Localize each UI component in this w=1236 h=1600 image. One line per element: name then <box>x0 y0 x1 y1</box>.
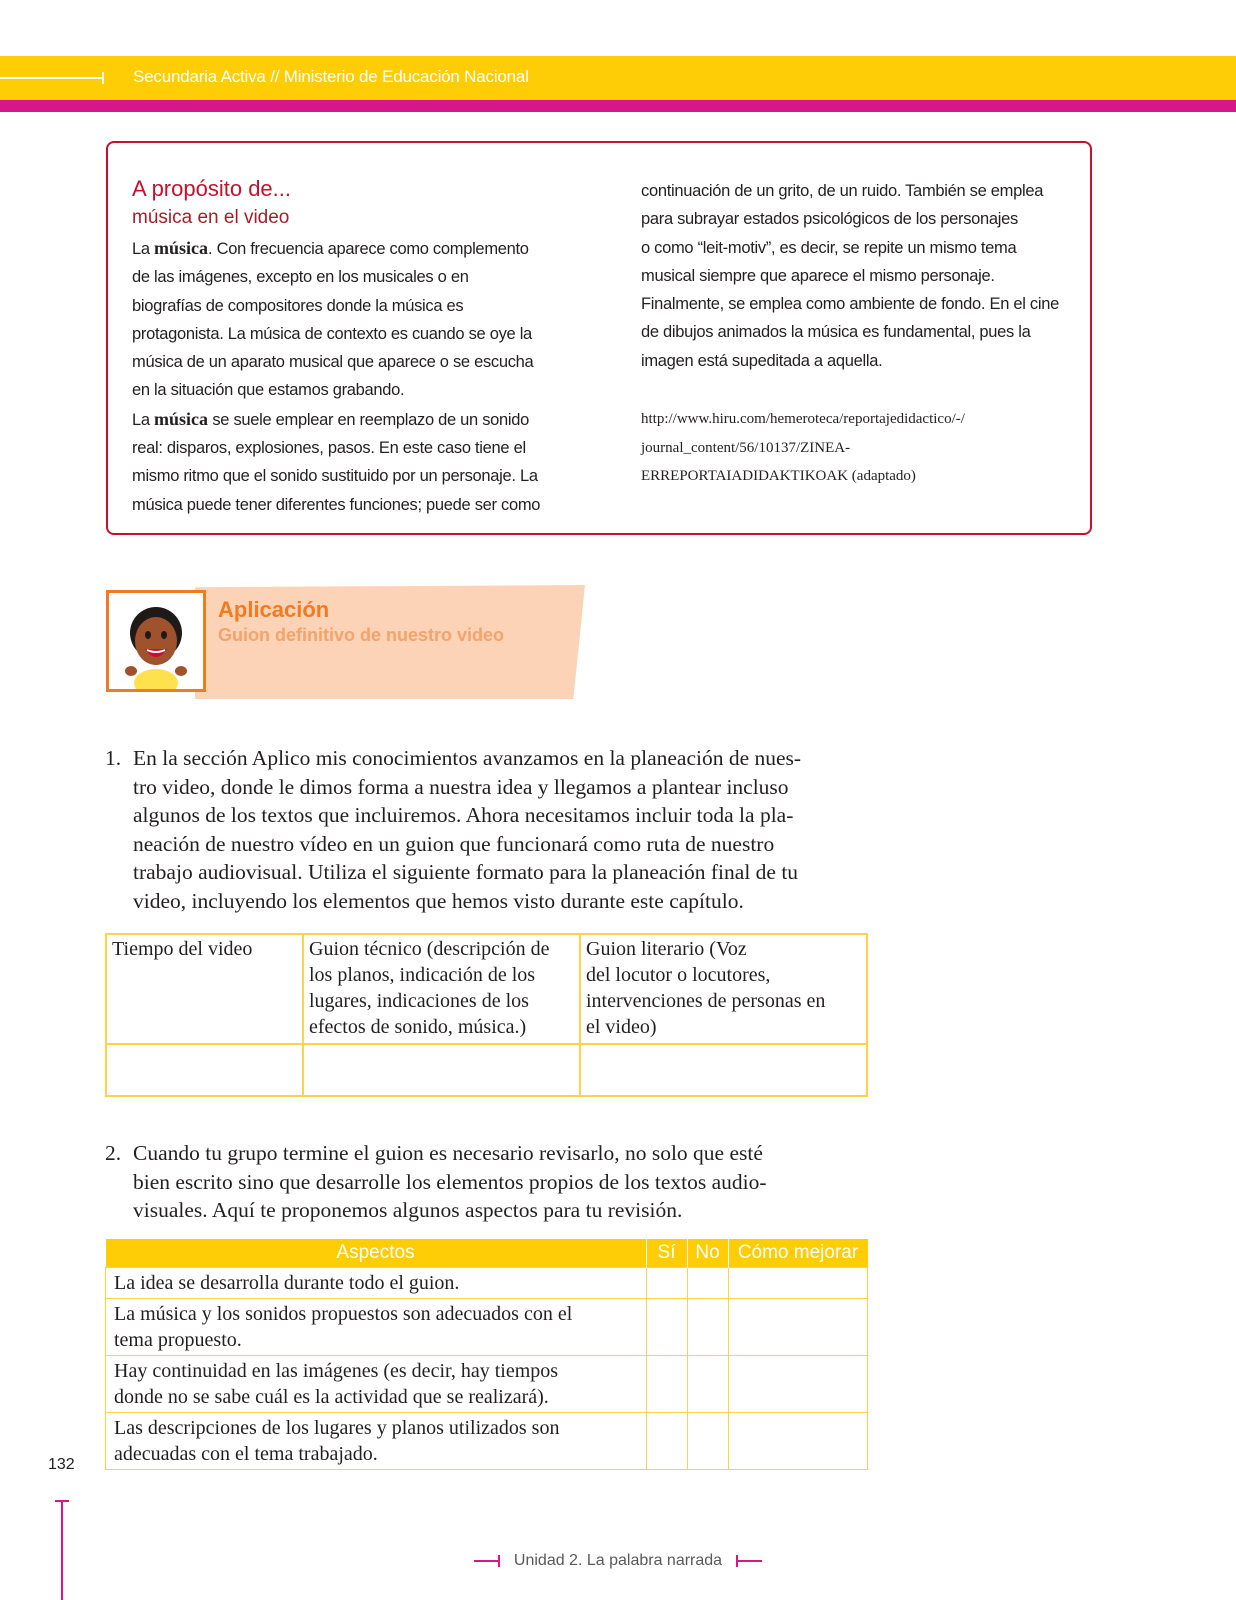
empty-cell[interactable] <box>106 1044 303 1096</box>
aspect-cell <box>106 1413 647 1470</box>
table-row <box>106 1356 868 1413</box>
margin-tick <box>55 1500 69 1502</box>
item-line: trabajo audiovisual. Utiliza el siguiente formato para la planeación final de tu <box>133 860 799 884</box>
si-cell[interactable] <box>646 1413 687 1470</box>
box-line: de dibujos animados la música es fundamental, pues la <box>641 323 1031 342</box>
source-line: ERREPORTAIADIDAKTIKOAK (adaptado) <box>641 468 916 484</box>
source-line[interactable]: http://www.hiru.com/hemeroteca/reportajedidactico/-/ <box>641 411 965 427</box>
cell-text: efectos de sonido, música.) <box>309 1016 527 1038</box>
box-line: La música se suele emplear en reemplazo de un sonido <box>132 408 530 429</box>
box-line: para subrayar estados psicológicos de los personajes <box>641 210 1018 229</box>
item-number: 1. <box>105 746 122 770</box>
margin-line <box>61 1500 63 1600</box>
box-line: o como “leit-motiv”, es decir, se repite un mismo tema <box>641 238 1017 257</box>
table-row <box>106 1268 868 1299</box>
cell-text: del locutor o locutores, <box>586 964 771 986</box>
aspect-cell <box>106 1299 647 1356</box>
item-line: video, incluyendo los elementos que hemos visto durante este capítulo. <box>133 888 744 913</box>
box-line: música puede tener diferentes funciones; puede ser como <box>132 495 541 514</box>
box-subtitle: música en el video <box>132 207 290 228</box>
empty-cell[interactable] <box>580 1044 867 1096</box>
cell-text: los planos, indicación de los <box>309 964 536 986</box>
cell-text: el video) <box>586 1016 657 1038</box>
aspect-cell <box>106 1356 647 1413</box>
box-line: Finalmente, se emplea como ambiente de fondo. En el cine <box>641 295 1059 314</box>
footer-title: La palabra narrada <box>586 1552 723 1569</box>
item-line: bien escrito sino que desarrolle los elementos propios de los textos audio- <box>133 1169 767 1194</box>
table-header-cell <box>106 934 303 1044</box>
source-citation <box>641 405 1081 491</box>
cell-text: La idea se desarrolla durante todo el guion. <box>114 1272 460 1294</box>
si-cell[interactable] <box>646 1268 687 1299</box>
review-table <box>105 1239 868 1470</box>
no-cell[interactable] <box>687 1299 728 1356</box>
box-line: protagonista. La música de contexto es cuando se oye la <box>132 324 532 343</box>
script-format-table <box>105 933 868 1097</box>
header-rule <box>0 77 104 79</box>
box-line: biografías de compositores donde la música es <box>132 296 464 315</box>
page-number: 132 <box>48 1456 75 1473</box>
cell-text: Tiempo del video <box>112 938 253 960</box>
improve-cell[interactable] <box>728 1299 868 1356</box>
item-line: visuales. Aquí te proponemos algunos aspectos para tu revisión. <box>133 1198 683 1222</box>
si-cell[interactable] <box>646 1356 687 1413</box>
item-line: En la sección Aplico mis conocimientos avanzamos en la planeación de nues- <box>133 746 802 770</box>
source-line: journal_content/56/10137/ZINEA- <box>641 439 851 456</box>
cell-text: tema propuesto. <box>114 1329 242 1351</box>
cell-text: donde no se sabe cuál es la actividad que se realizará). <box>114 1386 549 1408</box>
table-header-cell <box>580 934 867 1044</box>
header-como-mejorar: Cómo mejorar <box>728 1239 868 1268</box>
improve-cell[interactable] <box>728 1268 868 1299</box>
table-row <box>106 934 867 1044</box>
box-line: continuación de un grito, de un ruido. También se emplea <box>641 182 1044 200</box>
no-cell[interactable] <box>687 1413 728 1470</box>
header-tick <box>102 72 104 84</box>
item-line: neación de nuestro vídeo en un guion que funcionará como ruta de nuestro <box>133 831 775 856</box>
footer-mark-left <box>474 1560 500 1562</box>
box-line: música de un aparato musical que aparece o se escucha <box>132 353 534 372</box>
box-line: real: disparos, explosiones, pasos. En este caso tiene el <box>132 439 526 458</box>
header-aspectos: Aspectos <box>106 1239 647 1268</box>
item-line: Cuando tu grupo termine el guion es necesario revisarlo, no solo que esté <box>133 1141 763 1165</box>
header-no: No <box>687 1239 728 1268</box>
item-text <box>133 744 853 915</box>
box-line: mismo ritmo que el sonido sustituido por un personaje. La <box>132 467 538 486</box>
header-title: Secundaria Activa // Ministerio de Educación Nacional <box>133 67 529 86</box>
cell-text: intervenciones de personas en <box>586 990 826 1012</box>
no-cell[interactable] <box>687 1356 728 1413</box>
header-si: Sí <box>646 1239 687 1268</box>
box-line: en la situación que estamos grabando. <box>132 381 405 400</box>
cell-text: adecuadas con el tema trabajado. <box>114 1443 378 1465</box>
cell-text: La música y los sonidos propuestos son adecuados con el <box>114 1303 573 1325</box>
box-line: imagen está supeditada a aquella. <box>641 351 883 370</box>
footer <box>0 1552 1236 1570</box>
cell-text: lugares, indicaciones de los <box>309 990 529 1012</box>
no-cell[interactable] <box>687 1268 728 1299</box>
footer-unit: Unidad 2. <box>513 1552 583 1569</box>
improve-cell[interactable] <box>728 1356 868 1413</box>
empty-cell[interactable] <box>303 1044 580 1096</box>
box-left-column <box>132 234 582 519</box>
table-row <box>106 1299 868 1356</box>
item-text <box>133 1139 853 1225</box>
si-cell[interactable] <box>646 1299 687 1356</box>
box-title: A propósito de... <box>132 176 291 201</box>
box-right-column <box>641 177 1081 375</box>
box-line: La música. Con frecuencia aparece como complemento <box>132 238 529 258</box>
table-header-row <box>106 1239 868 1268</box>
header-stripe <box>0 100 1236 112</box>
character-illustration <box>106 590 206 692</box>
box-line: musical siempre que aparece el mismo personaje. <box>641 266 995 285</box>
box-line: de las imágenes, excepto en los musicales o en <box>132 268 469 287</box>
table-row <box>106 1413 868 1470</box>
cell-text: Guion técnico (descripción de <box>309 938 550 960</box>
footer-mark-right <box>736 1560 762 1562</box>
table-row <box>106 1044 867 1096</box>
aspect-cell <box>106 1268 647 1299</box>
item-line: tro video, donde le dimos forma a nuestra idea y llegamos a plantear incluso <box>133 774 789 799</box>
cell-text: Guion literario (Voz <box>586 938 747 960</box>
table-header-cell <box>303 934 580 1044</box>
kid-icon <box>109 593 203 689</box>
aplicacion-subtitle: Guion definitivo de nuestro video <box>218 625 505 645</box>
cell-text: Las descripciones de los lugares y planos utilizados son <box>114 1417 560 1439</box>
improve-cell[interactable] <box>728 1413 868 1470</box>
cell-text: Hay continuidad en las imágenes (es decir, hay tiempos <box>114 1360 559 1382</box>
aplicacion-title: Aplicación <box>218 597 330 622</box>
item-line: algunos de los textos que incluiremos. Ahora necesitamos incluir toda la pla- <box>133 803 794 827</box>
item-number: 2. <box>105 1141 122 1165</box>
